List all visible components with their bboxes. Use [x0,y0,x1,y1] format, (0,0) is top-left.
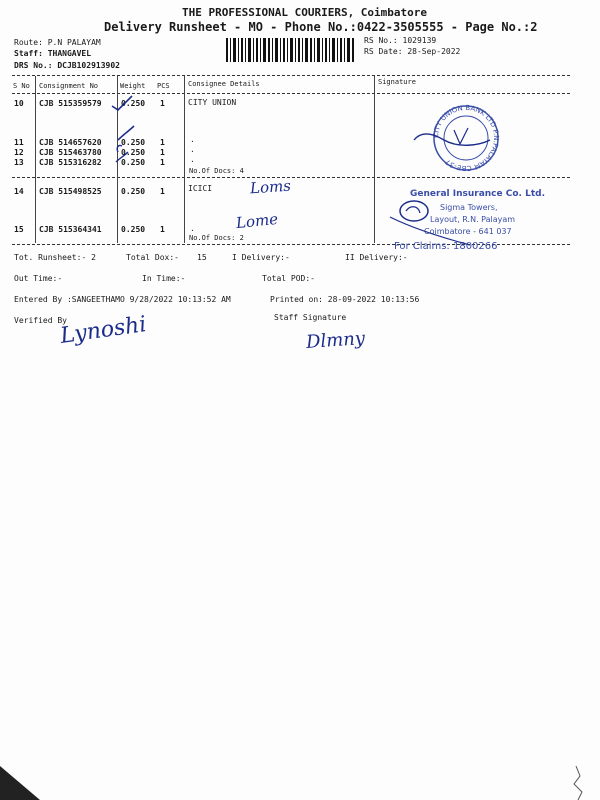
scan-edge-artifact [566,766,596,800]
i-delivery: I Delivery:- [232,253,290,262]
out-time: Out Time:- [14,274,63,283]
row-consignment: CJB 515498525 [39,187,102,196]
insurance-line-5: For Claims: 1800266 [394,241,498,252]
row-consignment: CJB 515463780 [39,148,102,157]
ii-delivery: II Delivery:- [345,253,408,262]
in-time: In Time:- [142,274,186,283]
company-title: THE PROFESSIONAL COURIERS, Coimbatore [182,6,428,19]
col-header-sno: S No [13,82,30,90]
row-weight: 0.250 [121,148,146,157]
row-pcs: 1 [160,99,165,108]
row-pcs: 1 [160,148,165,157]
tot-runsheet: Tot. Runsheet:- 2 [14,253,96,262]
row-sno: 11 [14,138,24,147]
row-consignment: CJB 515359579 [39,99,102,108]
table-header-rule [12,93,570,94]
insurance-line-2: Sigma Towers, [440,203,498,212]
row-weight: 0.250 [121,138,146,147]
staff-signature-label: Staff Signature [274,313,347,322]
runsheet-title: Delivery Runsheet - MO - Phone No.:0422-3505555 - Page No.:2 [104,20,538,34]
staff-label: Staff: THANGAVEL [14,49,92,58]
route-label: Route: P.N PALAYAM [14,38,101,47]
row-sno: 10 [14,99,24,108]
entered-by: Entered By :SANGEETHAMO 9/28/2022 10:13:52 AM [14,295,231,304]
staff-signature: Dlmny [305,327,366,354]
row-consignee: . [190,135,195,144]
insurance-line-3: Layout, R.N. Palayam [430,215,516,224]
handwritten-note-2: Lome [235,209,279,233]
row-pcs: 1 [160,158,165,167]
col-header-consignee: Consignee Details [188,80,260,88]
row-weight: 0.250 [121,99,146,108]
row-consignee: . [190,145,195,154]
row-pcs: 1 [160,187,165,196]
bank-stamp-text: CITY UNION BANK LTD P.N.PALAYAM CBE-37 [431,103,501,173]
total-pod: Total POD:- [262,274,315,283]
row-pcs: 1 [160,225,165,234]
insurance-stamp [380,187,570,262]
col-header-weight: Weight [120,82,146,90]
verified-by-signature: Lynoshi [58,312,148,349]
row-consignee: CITY UNION [188,98,237,107]
row-sno: 15 [14,225,24,234]
col-header-signature: Signature [378,78,416,86]
row-weight: 0.250 [121,158,146,167]
total-dox-label: Total Dox:- [126,253,179,262]
col-sep [374,76,375,243]
row-weight: 0.250 [121,187,146,196]
bank-stamp [408,100,523,175]
group-divider [12,177,570,178]
row-consignment: CJB 514657620 [39,138,102,147]
row-pcs: 1 [160,138,165,147]
total-dox-value: 15 [197,253,207,262]
row-weight: 0.250 [121,225,146,234]
col-sep [184,76,185,243]
row-consignee: . [190,224,195,233]
row-consignee: ICICI [188,184,213,193]
row-sno: 14 [14,187,24,196]
tick-marks [108,92,138,172]
docs-count-group1: No.Of Docs: 4 [189,167,244,175]
verified-by-label: Verified By [14,316,67,325]
row-consignment: CJB 515316282 [39,158,102,167]
row-sno: 13 [14,158,24,167]
insurance-signature-scribble [380,187,570,262]
rs-date: RS Date: 28-Sep-2022 [364,47,461,56]
col-header-pcs: PCS [157,82,170,90]
insurance-line-4: Coimbatore - 641 037 [424,227,512,236]
col-sep [35,76,36,243]
handwritten-note-1: Loms [249,176,292,198]
printed-on: Printed on: 28-09-2022 10:13:56 [270,295,420,304]
col-header-consignment: Consignment No [39,82,99,90]
row-sno: 12 [14,148,24,157]
drs-number: DRS No.: DCJB102913902 [14,61,120,70]
svg-text:CITY UNION BANK LTD P.N.PALAYA [432,104,500,172]
row-consignee: . [190,155,195,164]
table-top-rule [12,75,570,76]
scan-corner-artifact [0,760,40,800]
docs-count-group2: No.Of Docs: 2 [189,234,244,242]
rs-number: RS No.: 1029139 [364,36,437,45]
insurance-line-1: General Insurance Co. Ltd. [410,189,545,199]
row-consignment: CJB 515364341 [39,225,102,234]
barcode [226,38,356,62]
